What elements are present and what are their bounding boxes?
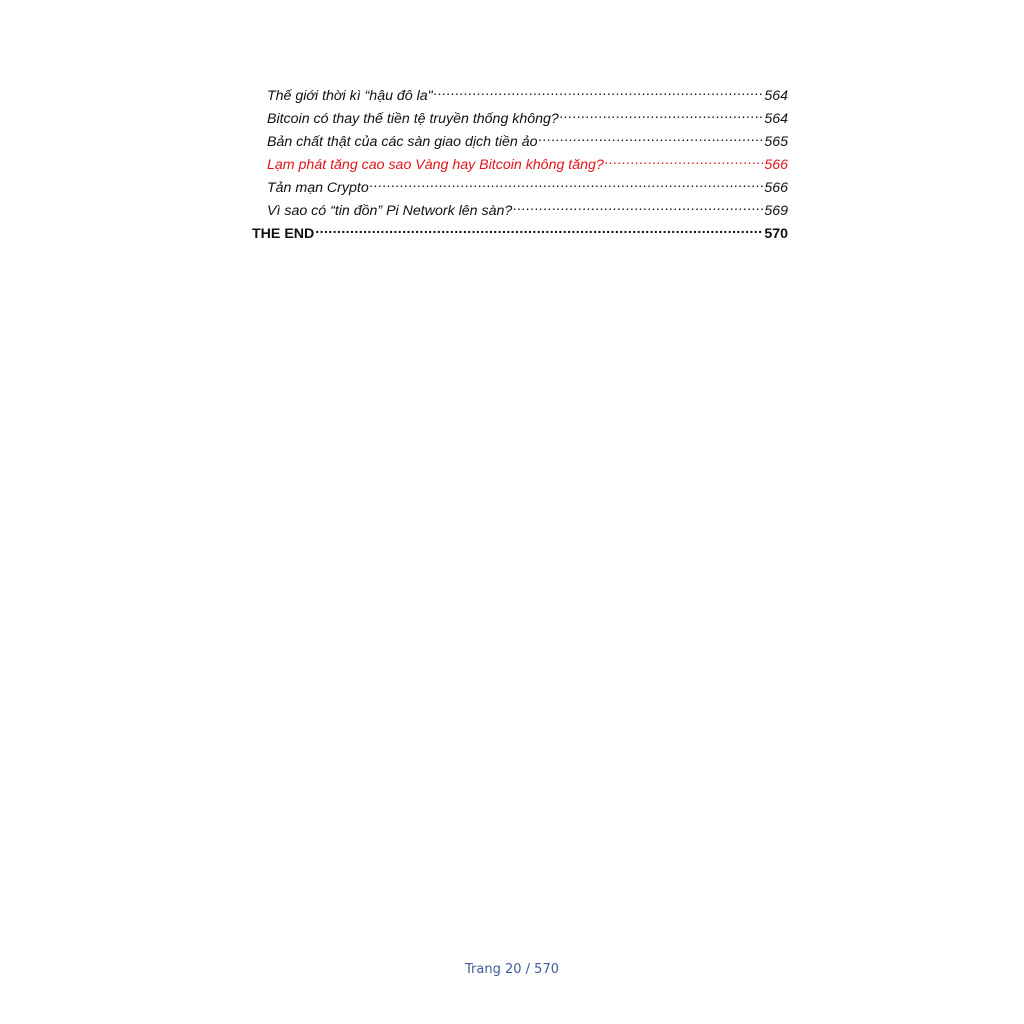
toc-entry-page: 566 xyxy=(764,180,788,196)
toc-leader-dots xyxy=(560,109,764,123)
toc-entry-highlighted[interactable] xyxy=(252,154,788,177)
toc-entry-title: Thế giới thời kì “hậu đô la" xyxy=(267,88,433,104)
page-number-footer: Trang 20 / 570 xyxy=(465,962,559,977)
toc-entry-title: Tản mạn Crypto xyxy=(267,180,369,196)
toc-entry-title: Vì sao có “tin đồn” Pi Network lên sàn? xyxy=(267,203,513,219)
table-of-contents xyxy=(252,85,788,246)
toc-leader-dots xyxy=(315,224,763,238)
toc-entry[interactable] xyxy=(252,200,788,223)
toc-entry-page: 569 xyxy=(764,203,788,219)
toc-entry-title: THE END xyxy=(252,226,315,242)
toc-entry[interactable] xyxy=(252,131,788,154)
toc-entry[interactable] xyxy=(252,177,788,200)
toc-entry-chapter[interactable] xyxy=(252,223,788,246)
toc-leader-dots xyxy=(434,86,764,100)
toc-entry[interactable] xyxy=(252,108,788,131)
toc-leader-dots xyxy=(605,155,764,169)
toc-entry-page: 564 xyxy=(764,111,788,127)
toc-leader-dots xyxy=(513,201,763,215)
toc-entry-title: Bản chất thật của các sàn giao dịch tiền ảo xyxy=(267,134,538,150)
toc-entry-page: 564 xyxy=(764,88,788,104)
toc-entry-title: Lạm phát tăng cao sao Vàng hay Bitcoin không tăng? xyxy=(267,157,604,173)
toc-entry-title: Bitcoin có thay thế tiền tệ truyền thống không? xyxy=(267,111,559,127)
toc-leader-dots xyxy=(370,178,764,192)
toc-entry-page: 565 xyxy=(764,134,788,150)
toc-leader-dots xyxy=(539,132,764,146)
toc-entry[interactable] xyxy=(252,85,788,108)
toc-entry-page: 570 xyxy=(764,226,788,242)
toc-entry-page: 566 xyxy=(764,157,788,173)
